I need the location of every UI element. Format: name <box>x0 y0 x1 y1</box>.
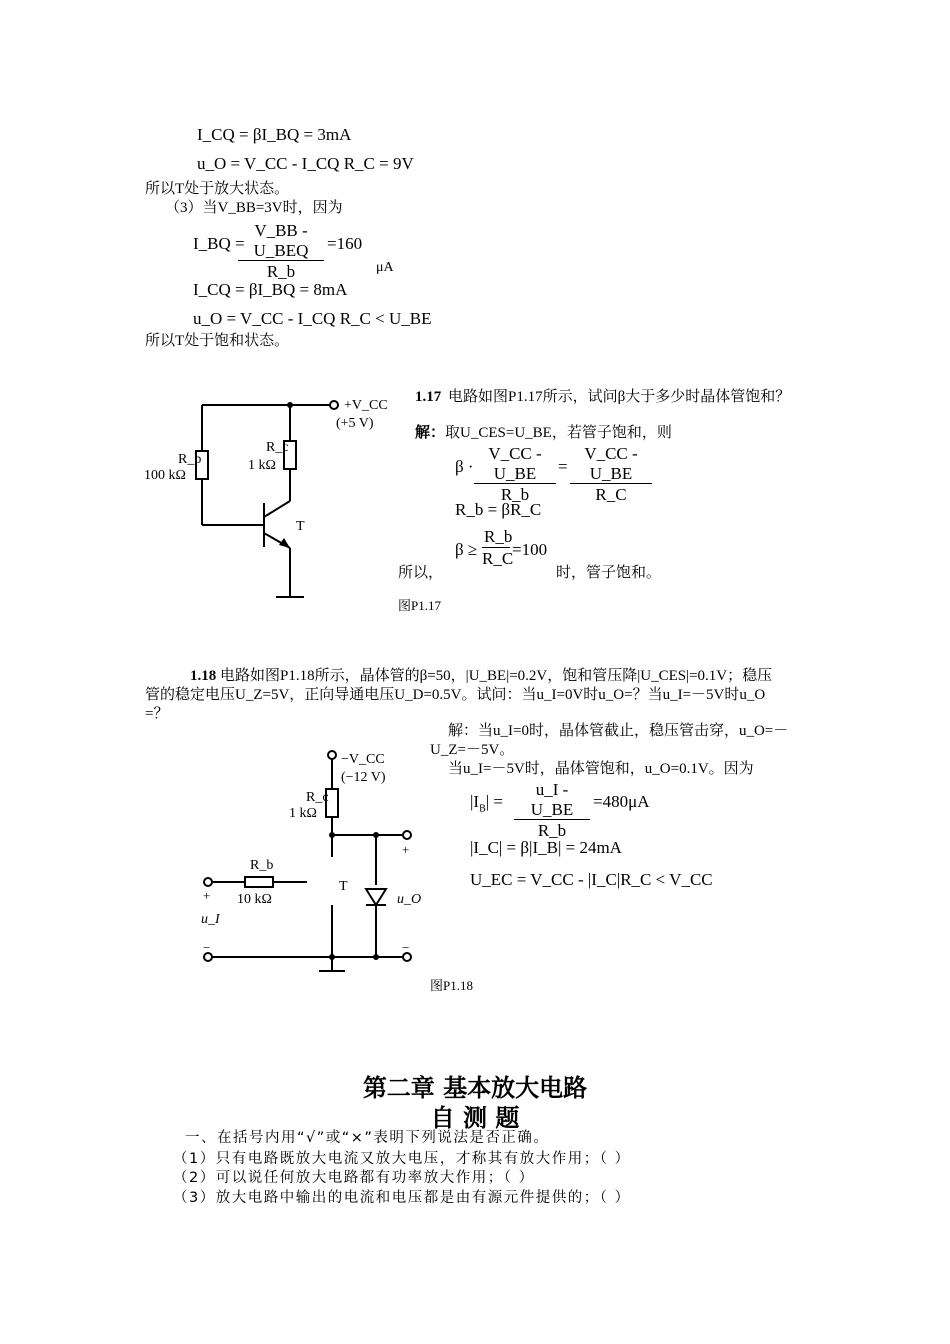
p117-number: 1.17 <box>415 389 442 405</box>
eq-ibq-unit: μA <box>376 260 394 275</box>
p117-eq3-fraction <box>482 527 514 568</box>
eq-uo-9v: u_O = V_CC - I_CQ R_C = 9V <box>197 154 414 173</box>
p118-rc-label: R_c <box>306 790 329 805</box>
p117-rb-label: R_b <box>178 452 202 467</box>
p118-figure-caption: 图P1.18 <box>430 978 473 993</box>
p117-eq1-right-fraction <box>570 444 652 505</box>
p118-output-plus: + <box>402 842 410 857</box>
p118-number: 1.18 <box>190 668 217 684</box>
p118-eq1-den: R_b <box>537 821 567 841</box>
p118-ib-abs: $|I_B|$ = <box>470 792 503 815</box>
p118-transistor-label: T <box>339 879 348 894</box>
p117-eq1-equals: = <box>558 457 568 476</box>
p118-rb-label: R_b <box>250 858 274 873</box>
p118-eq1-fraction <box>514 780 590 841</box>
eq-ibq-denominator: R_b <box>266 262 296 282</box>
p118-vcc-label: −V_CC <box>341 752 385 767</box>
p117-transistor-label: T <box>296 519 305 534</box>
p117-eq1-left-num: V_CC - U_BE <box>474 444 556 484</box>
p117-beta-ge: β ≥ <box>455 540 478 559</box>
p118-question-l2: 管的稳定电压U_Z=5V，正向导通电压U_D=0.5V。试问：当u_I=0V时u_O=？当u_I=－5V时u_O <box>145 687 766 703</box>
p118-output-label: u_O <box>397 892 422 907</box>
p118-line1 <box>190 667 772 685</box>
p117-eq1-left-den: R_b <box>500 485 530 505</box>
p118-vcc-value: (−12 V) <box>341 770 386 785</box>
question-1-item-2: （2）可以说任何放大电路都有功率放大作用；（ ） <box>173 1170 535 1186</box>
p118-output-minus: − <box>402 940 410 955</box>
eq-ibq-lhs: I_BQ = <box>193 234 245 253</box>
p117-beta-symbol: β · <box>455 457 474 476</box>
p117-so: 所以， <box>398 565 444 581</box>
p118-rc-value: 1 kΩ <box>289 806 317 821</box>
p117-solution-label: 解： <box>415 425 446 441</box>
p117-eq3-den: R_C <box>482 548 514 568</box>
p117-eq1-left-fraction <box>474 444 556 505</box>
p117-question: 电路如图P1.17所示，试问β大于多少时晶体管饱和？ <box>448 389 791 405</box>
p117-tail: 时，管子饱和。 <box>556 565 662 581</box>
question-1-prompt: 一、在括号内用“√”或“×”表明下列说法是否正确。 <box>185 1130 550 1146</box>
chapter-subtitle: 自 测 题 <box>430 1104 520 1132</box>
p118-eq2: |I_C| = β|I_B| = 24mA <box>470 838 622 857</box>
p117-solution-text: 取U_CES=U_BE，若管子饱和，则 <box>445 425 672 441</box>
chapter-title: 第二章 基本放大电路 <box>362 1074 588 1102</box>
p117-solution <box>415 424 672 442</box>
p118-solution-l3: 当u_I=－5V时，晶体管饱和，u_O=0.1V。因为 <box>448 761 754 777</box>
figure-p118-circuit <box>195 745 425 985</box>
p117-eq1-right-num: V_CC - U_BE <box>570 444 652 484</box>
conclusion-saturate: 所以T处于饱和状态。 <box>145 333 290 349</box>
p118-solution-l2: U_Z=－5V。 <box>430 742 515 758</box>
p118-question-l3: =？ <box>145 706 169 722</box>
p117-eq3-num: R_b <box>484 527 513 546</box>
p117-rc-value: 1 kΩ <box>248 458 276 473</box>
p118-input-plus: + <box>203 888 211 903</box>
case-3-heading: （3）当V_BB=3V时，因为 <box>165 200 343 216</box>
eq-ibq-rhs: =160 <box>327 234 363 253</box>
figure-p117-circuit <box>140 385 400 605</box>
p118-input-minus: − <box>203 940 211 955</box>
p117-eq1-right-den: R_C <box>595 485 627 505</box>
eq-icq-8ma: I_CQ = βI_BQ = 8mA <box>193 280 348 299</box>
p118-rb-value: 10 kΩ <box>237 892 272 907</box>
p117-rc-label: R_c <box>266 440 289 455</box>
p118-eq3: U_EC = V_CC - |I_C|R_C < V_CC <box>470 870 713 889</box>
p117-eq3-rhs: =100 <box>512 540 548 559</box>
eq-ibq-numerator: V_BB - U_BEQ <box>238 221 324 261</box>
p118-question-l1: 电路如图P1.18所示，晶体管的β=50，|U_BE|=0.2V，饱和管压降|U_CES|=0.1V；稳压 <box>220 668 773 684</box>
p117-vcc-value: (+5 V) <box>336 416 374 431</box>
p117-figure-caption: 图P1.17 <box>398 598 441 613</box>
p117-eq2: R_b = βR_C <box>455 500 542 519</box>
p118-eq1-num: u_I - U_BE <box>514 780 590 820</box>
p117-vcc-label: +V_CC <box>344 398 388 413</box>
question-1-item-1: （1）只有电路既放大电流又放大电压，才称其有放大作用；（ ） <box>173 1151 631 1167</box>
conclusion-amplify: 所以T处于放大状态。 <box>145 181 290 197</box>
p118-eq1-rhs: =480μA <box>593 792 650 811</box>
eq-ibq-fraction <box>238 221 324 282</box>
p118-solution-l1: 解：当u_I=0时，晶体管截止，稳压管击穿，u_O=－ <box>448 723 789 739</box>
eq-uo-lt-ube: u_O = V_CC - I_CQ R_C < U_BE <box>193 309 432 328</box>
p117-rb-value: 100 kΩ <box>144 468 186 483</box>
question-1-item-3: （3）放大电路中输出的电流和电压都是由有源元件提供的；（ ） <box>173 1190 631 1206</box>
p118-input-label: u_I <box>201 912 220 927</box>
eq-icq-3ma: I_CQ = βI_BQ = 3mA <box>197 125 352 144</box>
